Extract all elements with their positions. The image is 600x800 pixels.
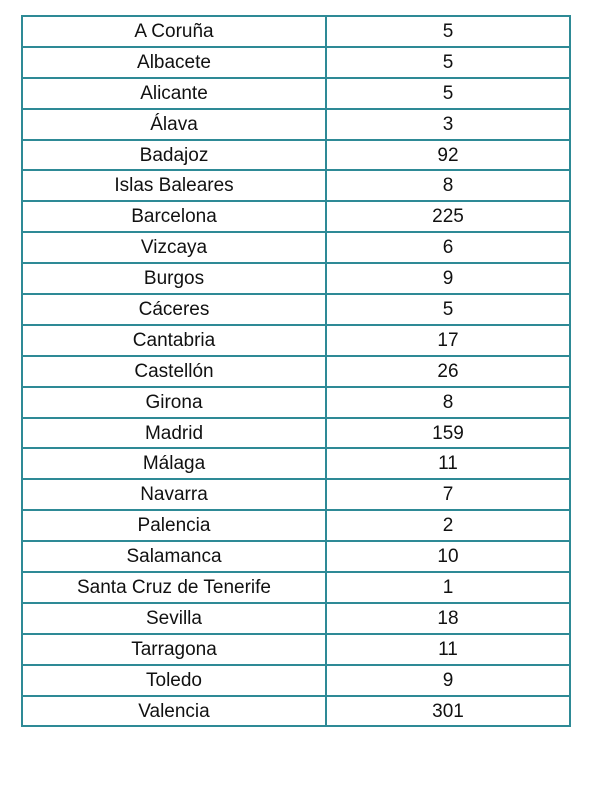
province-name-cell: Madrid xyxy=(22,418,326,449)
count-cell: 159 xyxy=(326,418,570,449)
province-name-cell: Castellón xyxy=(22,356,326,387)
province-table-container xyxy=(21,15,569,727)
table-row xyxy=(22,696,570,727)
count-cell: 8 xyxy=(326,170,570,201)
province-name-cell: Tarragona xyxy=(22,634,326,665)
count-cell: 11 xyxy=(326,448,570,479)
province-name-cell: A Coruña xyxy=(22,16,326,47)
count-cell: 5 xyxy=(326,47,570,78)
province-name-cell: Albacete xyxy=(22,47,326,78)
count-cell: 9 xyxy=(326,665,570,696)
province-name-cell: Salamanca xyxy=(22,541,326,572)
table-row xyxy=(22,541,570,572)
count-cell: 3 xyxy=(326,109,570,140)
count-cell: 8 xyxy=(326,387,570,418)
count-cell: 92 xyxy=(326,140,570,171)
table-row xyxy=(22,479,570,510)
count-cell: 5 xyxy=(326,16,570,47)
province-name-cell: Palencia xyxy=(22,510,326,541)
province-name-cell: Badajoz xyxy=(22,140,326,171)
count-cell: 1 xyxy=(326,572,570,603)
province-name-cell: Islas Baleares xyxy=(22,170,326,201)
table-row xyxy=(22,232,570,263)
table-row xyxy=(22,387,570,418)
province-name-cell: Navarra xyxy=(22,479,326,510)
table-row xyxy=(22,448,570,479)
count-cell: 10 xyxy=(326,541,570,572)
table-row xyxy=(22,170,570,201)
province-name-cell: Burgos xyxy=(22,263,326,294)
count-cell: 2 xyxy=(326,510,570,541)
table-row xyxy=(22,109,570,140)
province-table xyxy=(21,15,571,727)
table-row xyxy=(22,294,570,325)
count-cell: 26 xyxy=(326,356,570,387)
count-cell: 7 xyxy=(326,479,570,510)
province-name-cell: Valencia xyxy=(22,696,326,727)
table-row xyxy=(22,603,570,634)
table-row xyxy=(22,572,570,603)
province-name-cell: Málaga xyxy=(22,448,326,479)
table-row xyxy=(22,510,570,541)
count-cell: 5 xyxy=(326,78,570,109)
table-row xyxy=(22,16,570,47)
province-name-cell: Vizcaya xyxy=(22,232,326,263)
province-name-cell: Cantabria xyxy=(22,325,326,356)
province-name-cell: Álava xyxy=(22,109,326,140)
table-row xyxy=(22,201,570,232)
table-row xyxy=(22,47,570,78)
province-name-cell: Toledo xyxy=(22,665,326,696)
province-name-cell: Sevilla xyxy=(22,603,326,634)
count-cell: 17 xyxy=(326,325,570,356)
province-name-cell: Alicante xyxy=(22,78,326,109)
count-cell: 6 xyxy=(326,232,570,263)
table-row xyxy=(22,325,570,356)
table-row xyxy=(22,634,570,665)
count-cell: 301 xyxy=(326,696,570,727)
table-row xyxy=(22,140,570,171)
count-cell: 11 xyxy=(326,634,570,665)
province-name-cell: Barcelona xyxy=(22,201,326,232)
count-cell: 5 xyxy=(326,294,570,325)
province-name-cell: Girona xyxy=(22,387,326,418)
table-row xyxy=(22,356,570,387)
province-name-cell: Cáceres xyxy=(22,294,326,325)
count-cell: 9 xyxy=(326,263,570,294)
table-row xyxy=(22,78,570,109)
province-table-body xyxy=(22,16,570,726)
count-cell: 225 xyxy=(326,201,570,232)
table-row xyxy=(22,263,570,294)
count-cell: 18 xyxy=(326,603,570,634)
province-name-cell: Santa Cruz de Tenerife xyxy=(22,572,326,603)
table-row xyxy=(22,418,570,449)
table-row xyxy=(22,665,570,696)
